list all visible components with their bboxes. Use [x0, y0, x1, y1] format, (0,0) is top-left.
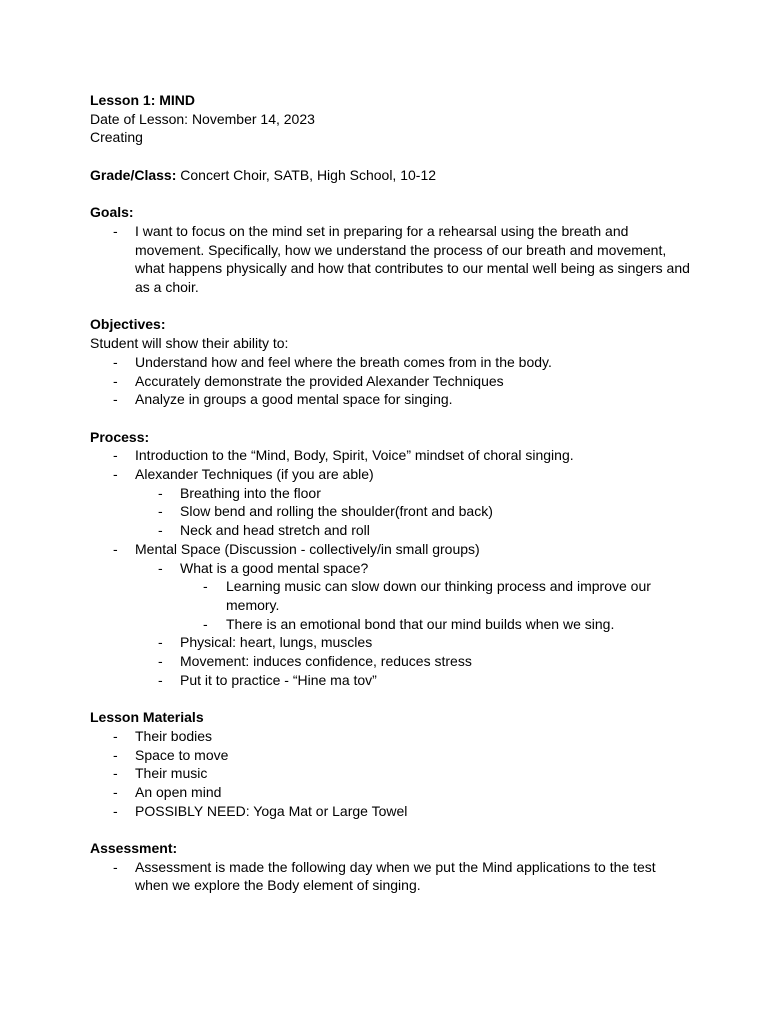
lesson-category: Creating — [90, 129, 143, 146]
materials-heading: Lesson Materials — [90, 709, 204, 726]
process-subitem: - Breathing into the floor — [158, 484, 321, 501]
grade-label: Grade/Class: — [90, 166, 177, 183]
material-item: - POSSIBLY NEED: Yoga Mat or Large Towel — [113, 802, 408, 819]
process-subitem: - Physical: heart, lungs, muscles — [158, 634, 373, 651]
goals-heading: Goals: — [90, 204, 134, 221]
process-subitem: - Neck and head stretch and roll — [158, 522, 370, 539]
assessment-heading: Assessment: — [90, 840, 178, 857]
objectives-intro: Student will show their ability to: — [90, 335, 289, 352]
process-subitem: - Movement: induces confidence, reduces stress — [158, 653, 472, 670]
objective-item: - Accurately demonstrate the provided Alexander Techniques — [113, 372, 504, 389]
lesson-title: Lesson 1: MIND — [90, 92, 196, 108]
grade-class — [90, 166, 690, 185]
process-item: - Mental Space (Discussion - collectively/in small groups) — [113, 540, 480, 557]
material-item: - Their bodies — [113, 727, 213, 744]
material-item: - Their music — [113, 765, 208, 782]
process-subitem: - What is a good mental space? — [158, 559, 369, 576]
grade-value: Concert Choir, SATB, High School, 10-12 — [176, 166, 437, 183]
process-heading: Process: — [90, 428, 150, 445]
material-item: - An open mind — [113, 783, 222, 800]
process-subitem: - Put it to practice - “Hine ma tov” — [158, 671, 377, 688]
objective-item: - Understand how and feel where the breath comes from in the body. — [113, 353, 552, 370]
process-subitem: - Slow bend and rolling the shoulder(front and back) — [158, 503, 493, 520]
process-item: - Alexander Techniques (if you are able) — [113, 466, 374, 482]
assessment-item: - Assessment is made the following day when we put the Mind applications to the test when we explore the Body element of singing. — [113, 858, 656, 894]
lesson-plan — [90, 91, 690, 895]
process-item: - Introduction to the “Mind, Body, Spirit, Voice” mindset of choral singing. — [113, 447, 574, 464]
process-subsubitem: - There is an emotional bond that our mind builds when we sing. — [203, 615, 615, 632]
objectives-heading: Objectives: — [90, 316, 166, 333]
goal-item: - I want to focus on the mind set in preparing for a rehearsal using the breath and movement. Specifically, how we understand the process of our breath and movement, what happens physically and how that contributes to our mental well being as singers and as a choir. — [113, 222, 690, 295]
bullet-dash: - — [113, 222, 118, 239]
material-item: - Space to move — [113, 746, 229, 763]
process-subsubitem: - Learning music can slow down our thinking process and improve our memory. — [203, 578, 651, 613]
lesson-date: Date of Lesson: November 14, 2023 — [90, 110, 315, 127]
objective-item: - Analyze in groups a good mental space for singing. — [113, 391, 453, 408]
